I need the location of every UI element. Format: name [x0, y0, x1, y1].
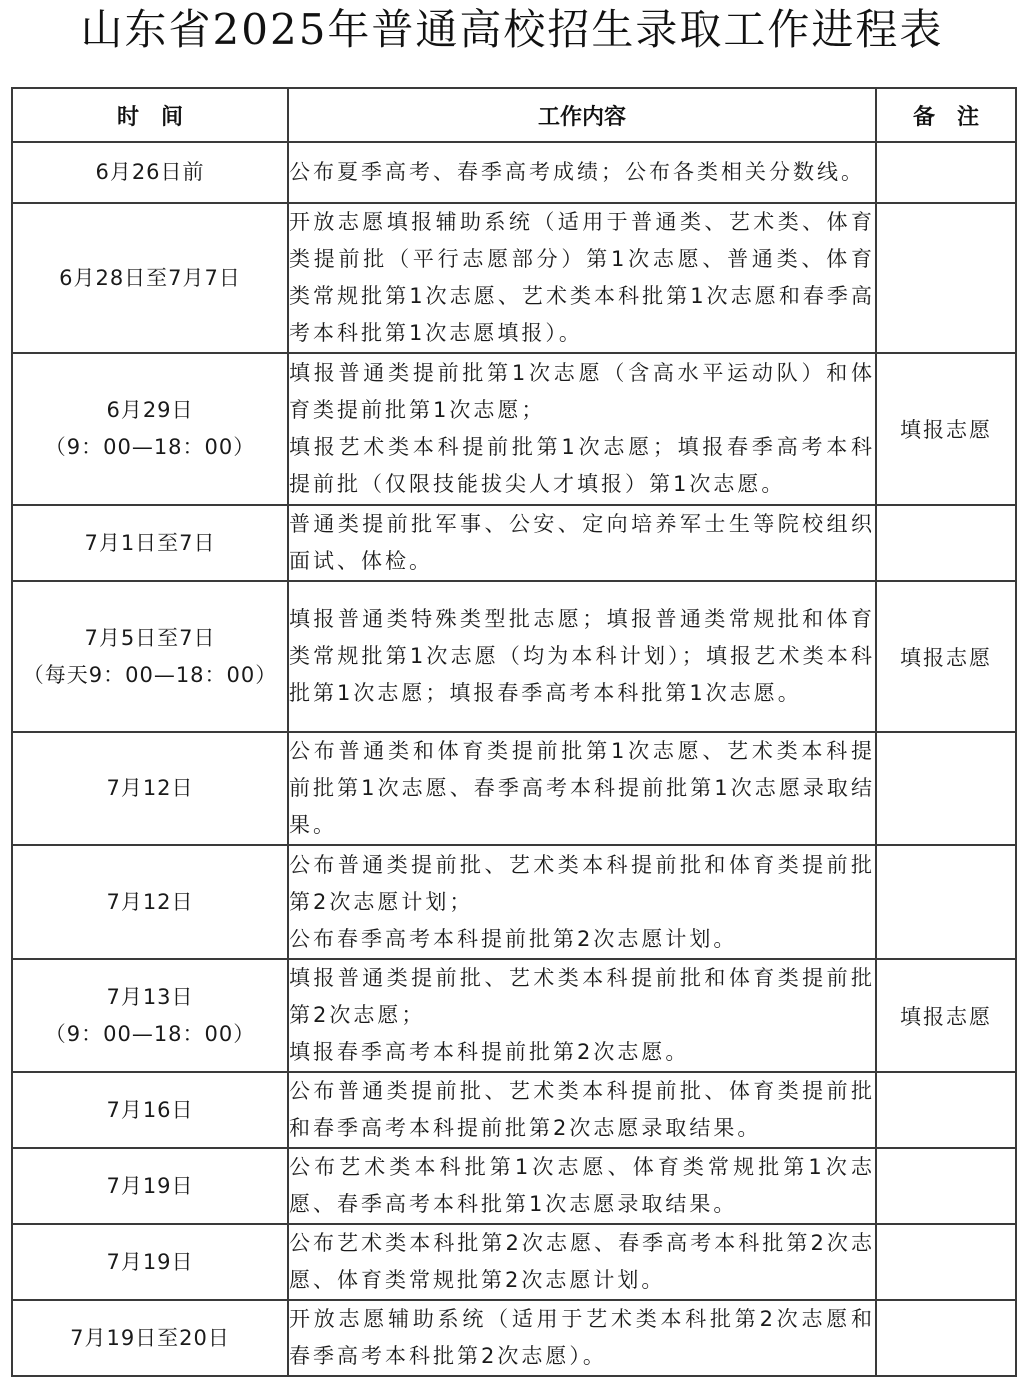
- table-row: [12, 353, 1016, 505]
- header-content: 工作内容: [288, 88, 876, 142]
- table-row: [12, 142, 1016, 203]
- note-cell: [876, 142, 1016, 203]
- table-row: [12, 845, 1016, 959]
- table-row: [12, 1148, 1016, 1224]
- time-subtext: （9：00—18：00）: [44, 1021, 256, 1046]
- note-cell: [876, 505, 1016, 581]
- time-cell: [12, 142, 288, 203]
- content-cell: [288, 581, 876, 732]
- time-text: 7月5日至7日: [84, 625, 216, 650]
- table-row: [12, 959, 1016, 1072]
- table-row: [12, 581, 1016, 732]
- time-text: 7月16日: [106, 1097, 194, 1122]
- time-subtext: （9：00—18：00）: [44, 435, 256, 459]
- content-cell: [288, 1224, 876, 1300]
- note-cell: 填报志愿: [876, 353, 1016, 505]
- content-text: 填报普通类特殊类型批志愿；填报普通类常规批和体育类常规批第1次志愿（均为本科计划）；填报艺术类本科批第1次志愿；填报春季高考本科批第1次志愿。: [289, 607, 875, 705]
- note-cell: [876, 1300, 1016, 1376]
- content-text: 公布夏季高考、春季高考成绩；公布各类相关分数线。: [289, 160, 865, 184]
- content-text: 公布普通类提前批、艺术类本科提前批和体育类提前批第2次志愿计划；: [289, 852, 875, 914]
- time-cell: [12, 353, 288, 505]
- note-cell: [876, 732, 1016, 845]
- note-cell: [876, 1072, 1016, 1148]
- time-text: 7月12日: [106, 776, 194, 800]
- time-cell: [12, 505, 288, 581]
- header-note: 备 注: [876, 88, 1016, 142]
- content-cell: [288, 142, 876, 203]
- time-cell: [12, 1300, 288, 1376]
- note-cell: 填报志愿: [876, 959, 1016, 1072]
- content-text: 填报普通类提前批第1次志愿（含高水平运动队）和体育类提前批第1次志愿；: [289, 361, 875, 422]
- time-text: 7月19日: [106, 1173, 194, 1198]
- content-text: 公布普通类和体育类提前批第1次志愿、艺术类本科提前批第1次志愿、春季高考本科提前批第1次志愿录取结果。: [289, 739, 875, 837]
- content-text: 填报艺术类本科提前批第1次志愿；填报春季高考本科提前批（仅限技能拔尖人才填报）第1次志愿。: [289, 435, 875, 496]
- content-cell: [288, 1300, 876, 1376]
- time-text: 7月19日: [106, 1249, 194, 1274]
- content-cell: [288, 1072, 876, 1148]
- time-cell: [12, 581, 288, 732]
- time-cell: [12, 845, 288, 959]
- content-text: 填报春季高考本科提前批第2次志愿。: [289, 1040, 690, 1064]
- table-row: [12, 1300, 1016, 1376]
- content-text: 开放志愿辅助系统（适用于艺术类本科批第2次志愿和春季高考本科批第2次志愿）。: [289, 1307, 875, 1368]
- content-cell: [288, 845, 876, 959]
- table-row: [12, 1072, 1016, 1148]
- note-cell: [876, 1148, 1016, 1224]
- page-title: 山东省2025年普通高校招生录取工作进程表: [80, 5, 944, 54]
- time-text: 7月13日: [106, 984, 194, 1009]
- content-text: 开放志愿填报辅助系统（适用于普通类、艺术类、体育类提前批（平行志愿部分）第1次志愿、普通类、体育类常规批第1次志愿、艺术类本科批第1次志愿和春季高考本科批第1次志愿填报）。: [289, 210, 875, 345]
- table-row: [12, 1224, 1016, 1300]
- header-time: 时 间: [12, 88, 288, 142]
- content-text: 公布春季高考本科提前批第2次志愿计划。: [289, 926, 738, 951]
- time-text: 6月28日至7月7日: [59, 265, 241, 290]
- time-text: 7月1日至7日: [84, 530, 216, 555]
- time-text: 6月26日前: [95, 160, 205, 184]
- time-text: 6月29日: [106, 398, 194, 422]
- table-row: [12, 203, 1016, 353]
- table-row: [12, 505, 1016, 581]
- note-cell: [876, 203, 1016, 353]
- time-text: 7月19日至20日: [70, 1325, 230, 1350]
- content-cell: [288, 505, 876, 581]
- time-cell: [12, 1148, 288, 1224]
- schedule-table: [11, 87, 1017, 1377]
- content-text: 公布艺术类本科批第1次志愿、体育类常规批第1次志愿、春季高考本科批第1次志愿录取结果。: [289, 1155, 875, 1216]
- note-cell: [876, 1224, 1016, 1300]
- time-cell: [12, 1224, 288, 1300]
- time-text: 7月12日: [106, 889, 194, 914]
- time-cell: [12, 203, 288, 353]
- table-row: [12, 732, 1016, 845]
- time-cell: [12, 1072, 288, 1148]
- time-cell: [12, 959, 288, 1072]
- note-cell: [876, 845, 1016, 959]
- content-text: 填报普通类提前批、艺术类本科提前批和体育类提前批第2次志愿；: [289, 966, 875, 1027]
- time-subtext: （每天9：00—18：00）: [22, 662, 278, 687]
- content-text: 公布艺术类本科批第2次志愿、春季高考本科批第2次志愿、体育类常规批第2次志愿计划。: [289, 1231, 875, 1292]
- content-cell: [288, 1148, 876, 1224]
- content-cell: [288, 959, 876, 1072]
- table-header-row: [12, 88, 1016, 142]
- content-cell: [288, 203, 876, 353]
- content-cell: [288, 732, 876, 845]
- content-text: 普通类提前批军事、公安、定向培养军士生等院校组织面试、体检。: [289, 512, 875, 573]
- content-cell: [288, 353, 876, 505]
- time-cell: [12, 732, 288, 845]
- note-cell: 填报志愿: [876, 581, 1016, 732]
- content-text: 公布普通类提前批、艺术类本科提前批、体育类提前批和春季高考本科提前批第2次志愿录取结果。: [289, 1079, 875, 1140]
